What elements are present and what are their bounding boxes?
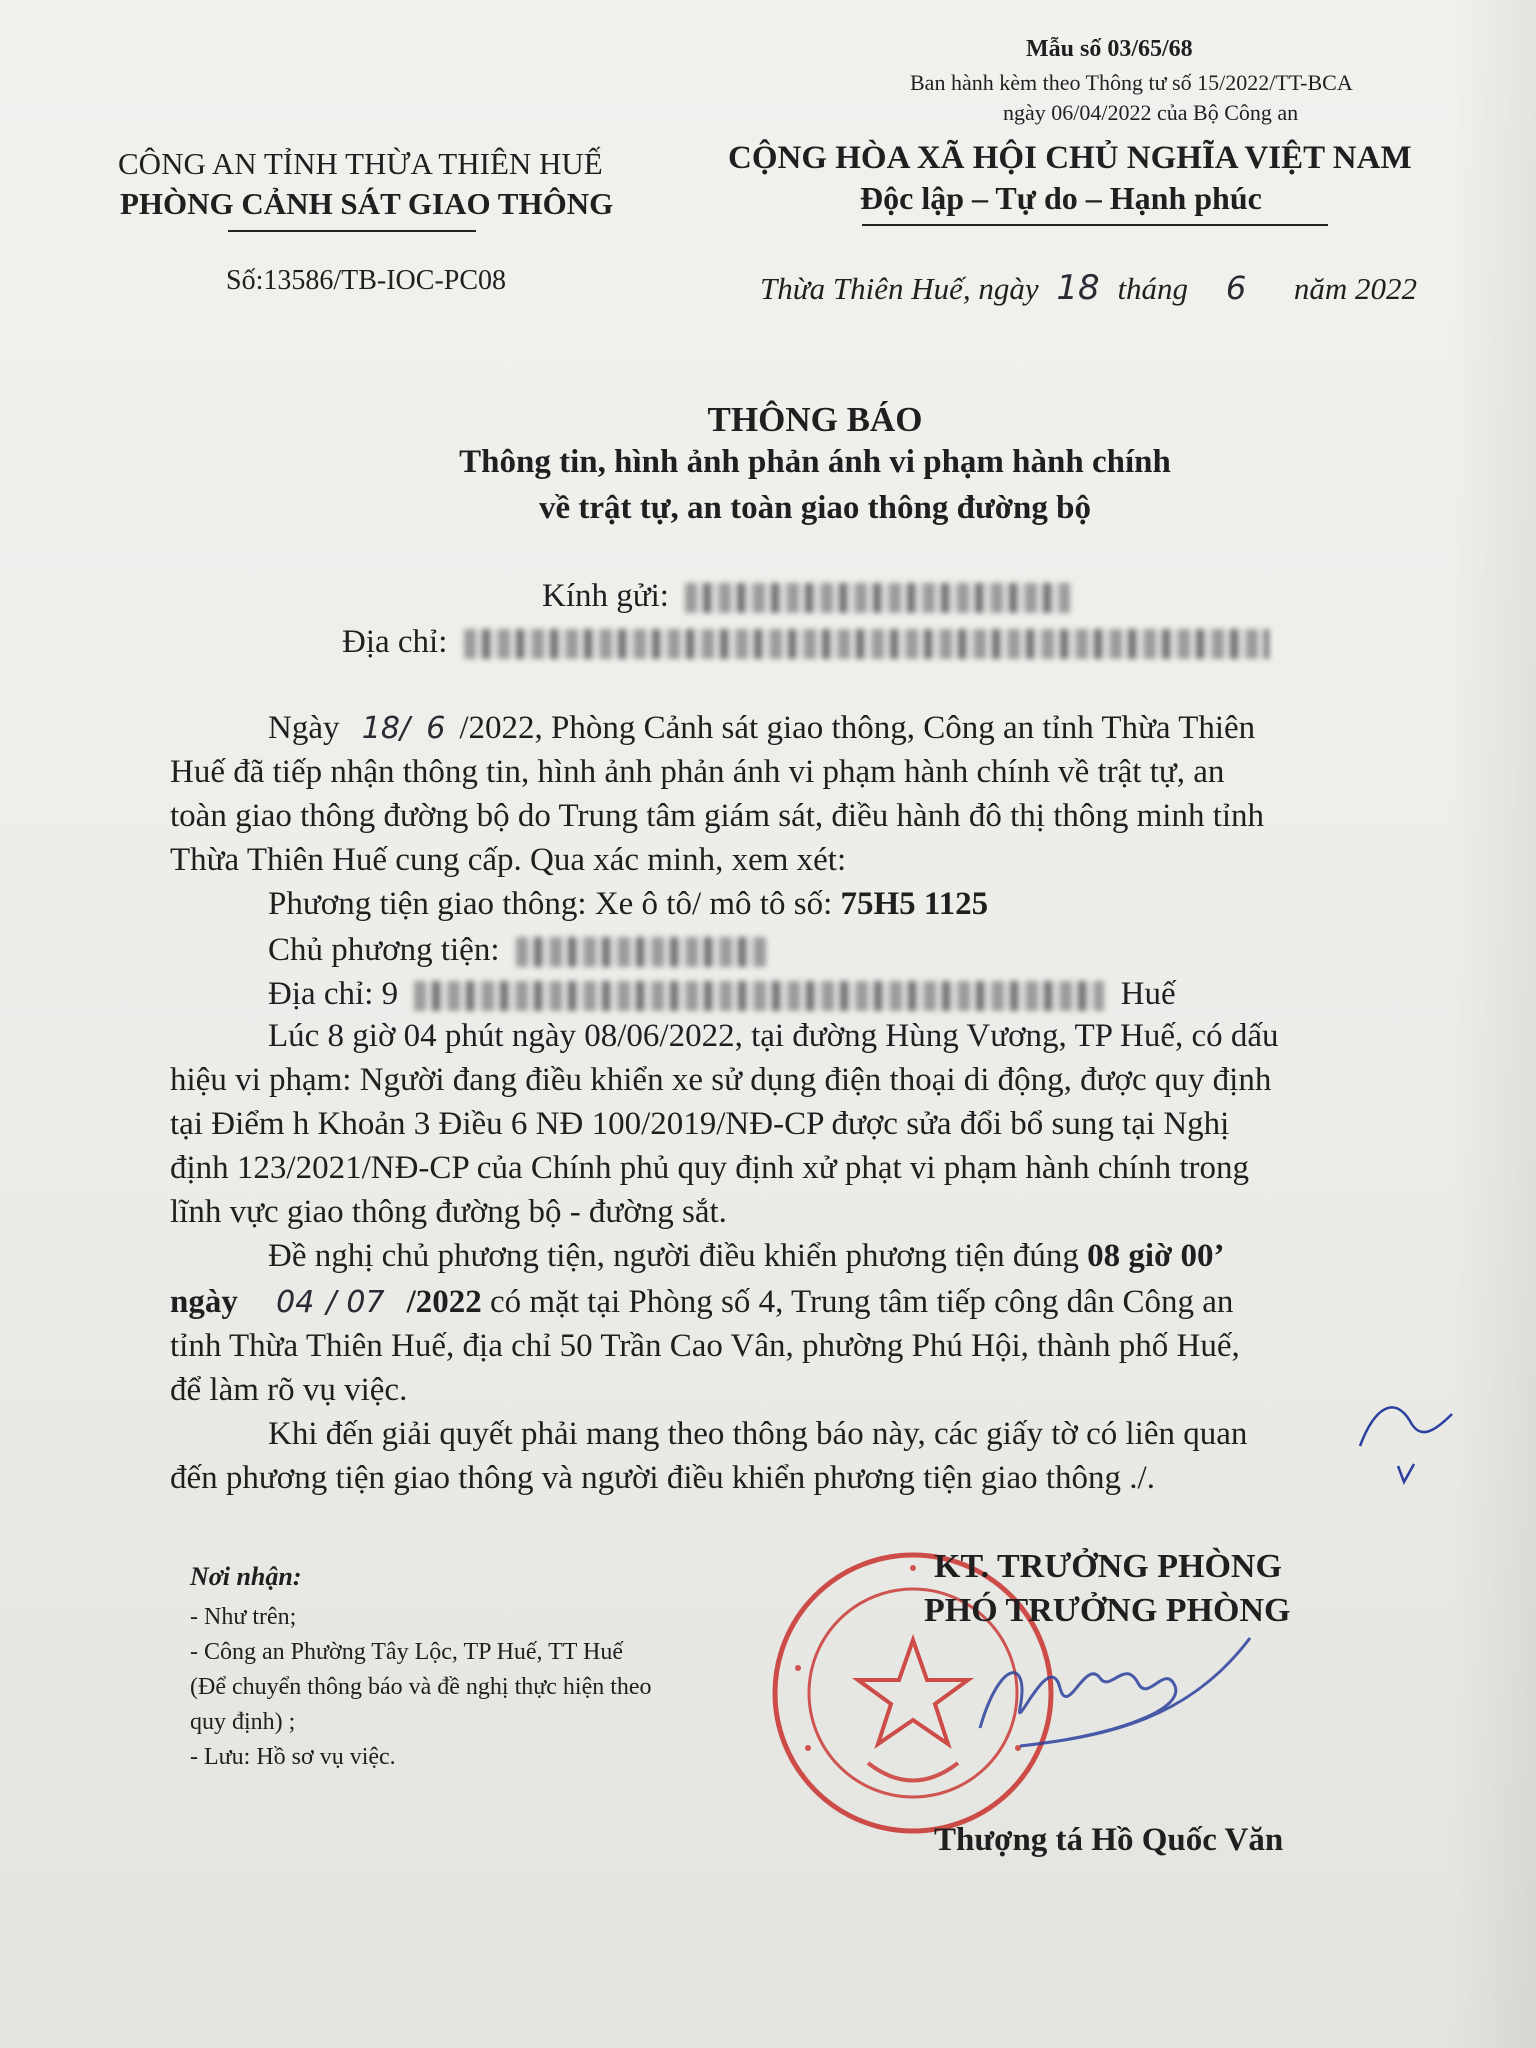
p1-prefix: Ngày bbox=[268, 710, 340, 746]
p3-rest: có mặt tại Phòng số 4, Trung tâm tiếp công dân Công an bbox=[490, 1284, 1234, 1320]
p1-rest: /2022, Phòng Cảnh sát giao thông, Công an tỉnh Thừa Thiên bbox=[459, 710, 1256, 746]
recipient-address-line bbox=[342, 624, 1269, 661]
p4-line1: Khi đến giải quyết phải mang theo thông báo này, các giấy tờ có liên quan bbox=[268, 1416, 1248, 1452]
p2-line4: định 123/2021/NĐ-CP của Chính phủ quy định xử phạt vi phạm hành chính trong bbox=[170, 1150, 1249, 1186]
p2-line2: hiệu vi phạm: Người đang điều khiển xe sử dụng điện thoại di động, được quy định bbox=[170, 1062, 1272, 1098]
signature-title-2: PHÓ TRƯỞNG PHÒNG bbox=[924, 1592, 1291, 1629]
p1-day: 18 bbox=[361, 711, 400, 746]
date-day: 18 bbox=[1056, 268, 1100, 308]
date-month-label: tháng bbox=[1117, 271, 1189, 306]
p3-line4: để làm rõ vụ việc. bbox=[170, 1372, 408, 1408]
handwritten-mark bbox=[1340, 1386, 1460, 1496]
vehicle-label: Phương tiện giao thông: Xe ô tô/ mô tô số: bbox=[268, 886, 833, 922]
receiver-item: (Để chuyển thông báo và đề nghị thực hiện theo bbox=[190, 1674, 652, 1700]
recipient-label: Kính gửi: bbox=[542, 578, 669, 614]
receivers-title: Nơi nhận: bbox=[190, 1562, 302, 1591]
p3-month: 07 bbox=[346, 1285, 385, 1320]
doc-subtitle-2: về trật tự, an toàn giao thông đường bộ bbox=[538, 490, 1091, 526]
owner-label: Chủ phương tiện: bbox=[268, 932, 500, 968]
p3-day: 04 bbox=[276, 1285, 315, 1320]
nation-line1: CỘNG HÒA XÃ HỘI CHỦ NGHĨA VIỆT NAM bbox=[728, 140, 1412, 176]
agency-underline bbox=[228, 230, 476, 232]
p1-line2: Huế đã tiếp nhận thông tin, hình ảnh phản ánh vi phạm hành chính về trật tự, an bbox=[170, 754, 1225, 790]
owner-redacted bbox=[516, 937, 766, 967]
vehicle-line bbox=[268, 882, 988, 926]
p4-line2: đến phương tiện giao thông và người điều khiển phương tiện giao thông ./. bbox=[170, 1460, 1155, 1496]
receivers-list bbox=[190, 1600, 652, 1775]
recipient-address-redacted bbox=[464, 629, 1269, 659]
p2-line5: lĩnh vực giao thông đường bộ - đường sắt. bbox=[170, 1194, 727, 1230]
form-issued-line2: ngày 06/04/2022 của Bộ Công an bbox=[1003, 100, 1299, 125]
agency-line1: CÔNG AN TỈNH THỪA THIÊN HUẾ bbox=[118, 146, 603, 181]
p1-month: 6 bbox=[426, 711, 446, 746]
date-place: Thừa Thiên Huế, ngày bbox=[760, 271, 1039, 306]
form-code: Mẫu số 03/65/68 bbox=[1026, 36, 1193, 62]
p3-day-label: ngày bbox=[170, 1284, 238, 1320]
receiver-item: - Công an Phường Tây Lộc, TP Huế, TT Huế bbox=[190, 1639, 623, 1665]
p1-line1: Ngày 18/ 6 /2022, Phòng Cảnh sát giao thông, Công an tỉnh Thừa Thiên bbox=[268, 710, 1256, 746]
p3-line3: tỉnh Thừa Thiên Huế, địa chỉ 50 Trần Cao Vân, phường Phú Hội, thành phố Huế, bbox=[170, 1328, 1240, 1364]
doc-title: THÔNG BÁO bbox=[707, 400, 923, 439]
doc-subtitle-1: Thông tin, hình ảnh phản ánh vi phạm hành chính bbox=[459, 444, 1171, 480]
signature-title-1: KT. TRƯỞNG PHÒNG bbox=[934, 1548, 1282, 1585]
date-year: năm 2022 bbox=[1293, 271, 1418, 306]
form-issued-line1: Ban hành kèm theo Thông tư số 15/2022/TT-BCA bbox=[910, 70, 1353, 95]
recipient-line bbox=[542, 578, 1070, 615]
date-line bbox=[760, 268, 1417, 308]
handwritten-signature bbox=[960, 1618, 1260, 1768]
recipient-redacted bbox=[685, 583, 1070, 613]
nation-motto: Độc lập – Tự do – Hạnh phúc bbox=[860, 180, 1262, 216]
document-number: Số:13586/TB-IOC-PC08 bbox=[226, 265, 507, 296]
receiver-item: quy định) ; bbox=[190, 1709, 296, 1735]
owner-line bbox=[268, 928, 766, 972]
signer-name: Thượng tá Hồ Quốc Văn bbox=[934, 1822, 1284, 1858]
vehicle-plate: 75H5 1125 bbox=[840, 886, 989, 922]
p3-line1 bbox=[268, 1234, 1225, 1278]
p1-line3: toàn giao thông đường bộ do Trung tâm giám sát, điều hành đô thị thông minh tỉnh bbox=[170, 798, 1265, 834]
receiver-item: - Như trên; bbox=[190, 1604, 297, 1630]
agency-line2: PHÒNG CẢNH SÁT GIAO THÔNG bbox=[120, 186, 614, 221]
p3-text: Đề nghị chủ phương tiện, người điều khiển phương tiện đúng bbox=[268, 1238, 1079, 1274]
page-shadow bbox=[1450, 0, 1536, 2048]
date-month: 6 bbox=[1225, 269, 1247, 307]
owner-address-redacted bbox=[414, 981, 1104, 1011]
p1-line4: Thừa Thiên Huế cung cấp. Qua xác minh, xem xét: bbox=[170, 842, 847, 878]
p3-time: 08 giờ 00’ bbox=[1087, 1238, 1225, 1274]
receiver-item: - Lưu: Hồ sơ vụ việc. bbox=[190, 1744, 396, 1770]
p3-line2: ngày 04 / 07 /2022 có mặt tại Phòng số 4, Trung tâm tiếp công dân Công an bbox=[170, 1284, 1234, 1320]
p3-year: /2022 bbox=[406, 1284, 482, 1320]
owner-address-tail: Huế bbox=[1120, 976, 1176, 1012]
recipient-address-label: Địa chỉ: bbox=[342, 624, 448, 660]
p2-line3: tại Điểm h Khoản 3 Điều 6 NĐ 100/2019/NĐ-CP được sửa đổi bổ sung tại Nghị bbox=[170, 1106, 1230, 1142]
p2-line1: Lúc 8 giờ 04 phút ngày 08/06/2022, tại đường Hùng Vương, TP Huế, có dấu bbox=[268, 1018, 1279, 1054]
owner-address-line bbox=[268, 972, 1176, 1016]
owner-address-label: Địa chỉ: 9 bbox=[268, 976, 399, 1012]
motto-underline bbox=[862, 224, 1328, 226]
